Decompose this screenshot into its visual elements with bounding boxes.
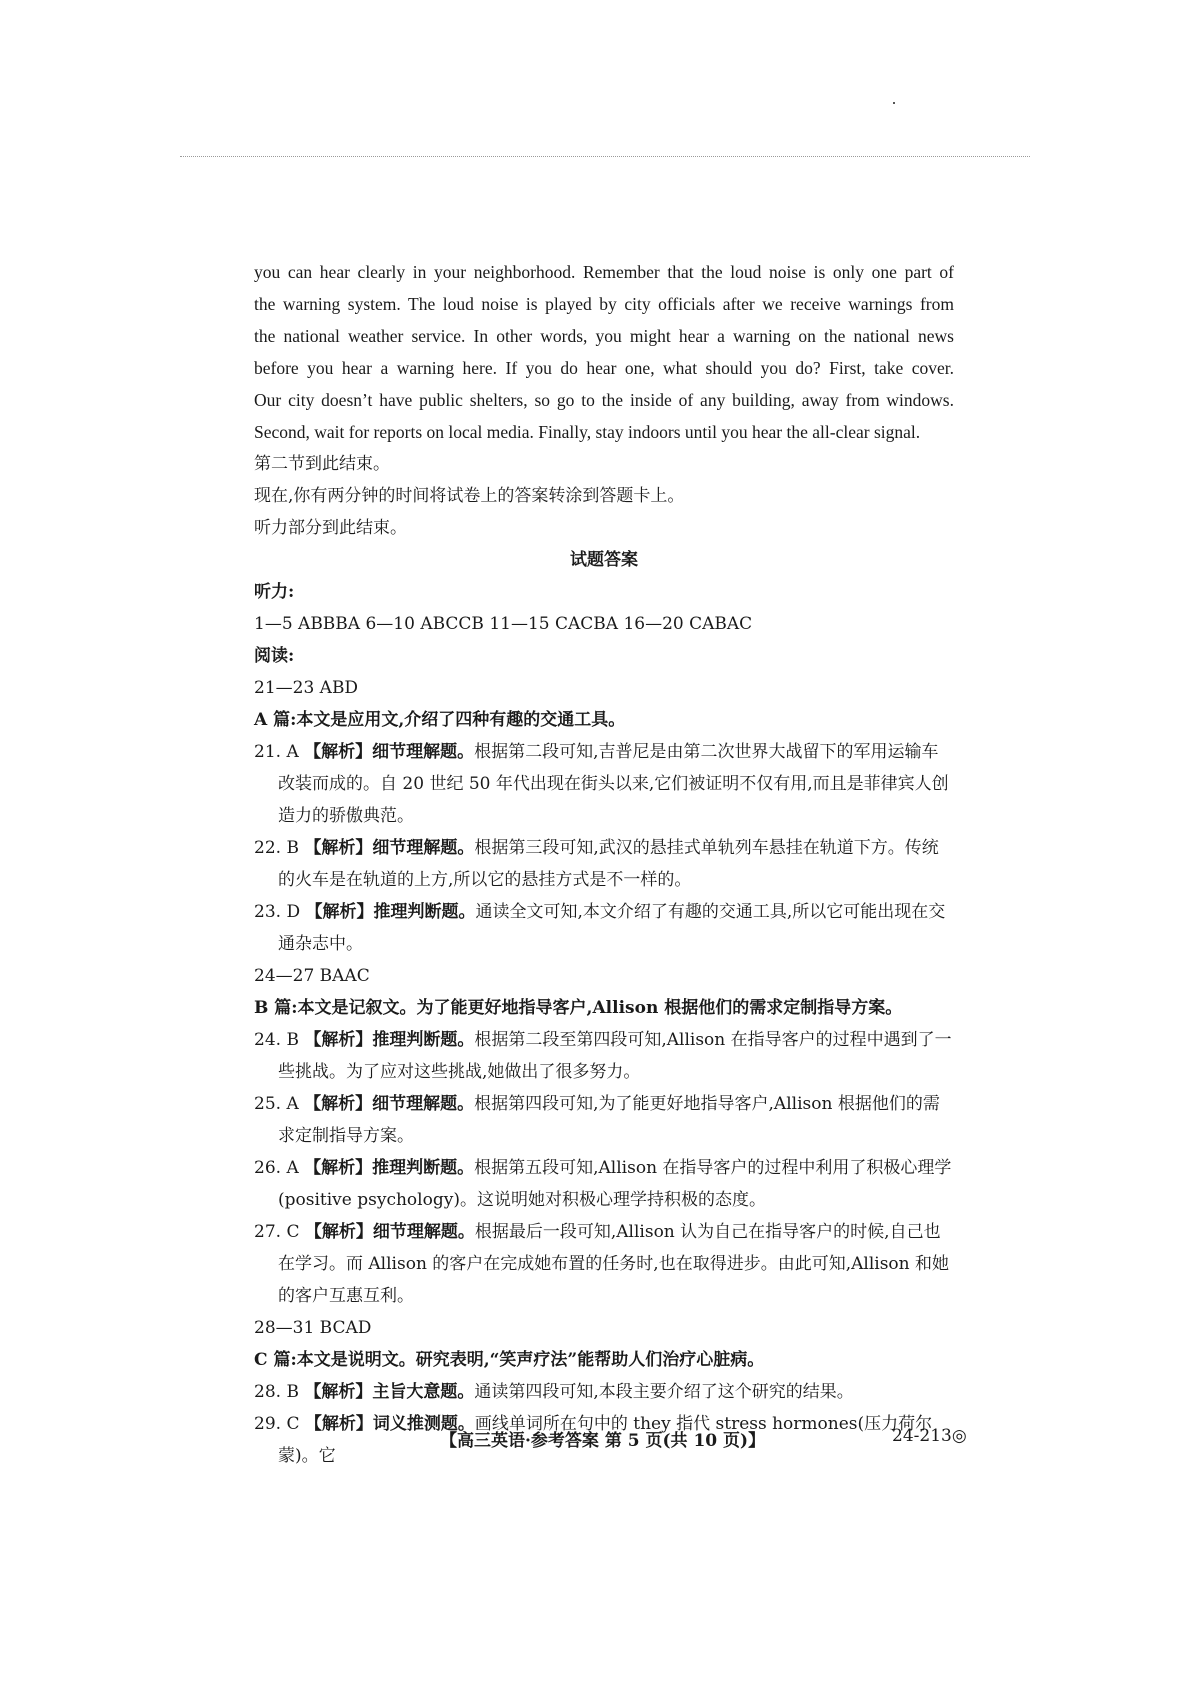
transcript-line: you can hear clearly in your neighborhood. Remember that the loud noise is only one part of	[254, 262, 954, 282]
explanation-text: 通读全文可知,本文介绍了有趣的交通工具,所以它可能出现在交通杂志中。	[278, 902, 946, 954]
question-type: 【解析】细节理解题。	[304, 1094, 475, 1114]
answer-explanation	[254, 1088, 954, 1152]
answer-range: 24—27 BAAC	[254, 966, 370, 986]
passage-a-answers	[254, 672, 954, 960]
transcript-line: Second, wait for reports on local media. Finally, stay indoors until you hear the all-clear signal.	[254, 422, 921, 442]
transcript-line: the national weather service. In other words, you might hear a warning on the national news	[254, 326, 954, 346]
reading-label: 阅读:	[254, 646, 295, 666]
explanation-text: 通读第四段可知,本段主要介绍了这个研究的结果。	[474, 1382, 854, 1402]
question-type: 【解析】推理判断题。	[305, 902, 476, 922]
explanation-text: 根据第五段可知,Allison 在指导客户的过程中利用了积极心理学(positive psychology)。这说明她对积极心理学持积极的态度。	[278, 1158, 952, 1210]
transcript-line: Our city doesn’t have public shelters, so go to the inside of any building, away from windows.	[254, 390, 954, 410]
answer-number: 26. A	[254, 1158, 299, 1178]
answer-number: 24. B	[254, 1030, 299, 1050]
question-type: 【解析】推理判断题。	[304, 1158, 475, 1178]
explanation-text: 画线单词所在句中的 they 指代 stress hormones(压力荷尔蒙)。它	[278, 1414, 933, 1466]
question-type: 【解析】推理判断题。	[304, 1030, 475, 1050]
answer-explanation	[254, 1376, 954, 1408]
listening-end-note: 听力部分到此结束。	[254, 518, 407, 538]
question-type: 【解析】细节理解题。	[304, 1222, 475, 1242]
answer-explanation	[254, 1216, 954, 1312]
explanation-text: 根据第二段可知,吉普尼是由第二次世界大战留下的军用运输车改装而成的。自 20 世纪 50 年代出现在街头以来,它们被证明不仅有用,而且是菲律宾人创造力的骄傲典范。	[278, 742, 949, 826]
explanation-text: 根据第四段可知,为了能更好地指导客户,Allison 根据他们的需求定制指导方案。	[278, 1094, 940, 1146]
header-rule	[180, 156, 1030, 157]
passage-summary: C 篇:本文是说明文。研究表明,“笑声疗法”能帮助人们治疗心脏病。	[254, 1350, 765, 1370]
transfer-note: 现在,你有两分钟的时间将试卷上的答案转涂到答题卡上。	[254, 486, 685, 506]
question-type: 【解析】细节理解题。	[304, 742, 475, 762]
page-content	[254, 256, 954, 1472]
answer-number: 21. A	[254, 742, 299, 762]
listening-label: 听力:	[254, 582, 295, 602]
scan-speck	[893, 102, 895, 104]
question-type: 【解析】细节理解题。	[304, 838, 475, 858]
answer-number: 25. A	[254, 1094, 299, 1114]
passage-summary: B 篇:本文是记叙文。为了能更好地指导客户,Allison 根据他们的需求定制指导方案。	[254, 998, 903, 1018]
listening-transcript	[254, 256, 954, 448]
answer-number: 27. C	[254, 1222, 300, 1242]
answer-range: 21—23 ABD	[254, 678, 359, 698]
answer-explanation	[254, 1024, 954, 1088]
answer-explanation	[254, 1152, 954, 1216]
answer-explanation	[254, 832, 954, 896]
listening-answers: 1—5 ABBBA 6—10 ABCCB 11—15 CACBA 16—20 CABAC	[254, 614, 753, 634]
answer-number: 28. B	[254, 1382, 299, 1402]
answers-heading: 试题答案	[570, 550, 638, 570]
answer-explanation	[254, 896, 954, 960]
answer-number: 22. B	[254, 838, 299, 858]
passage-b-answers	[254, 960, 954, 1312]
answer-explanation	[254, 736, 954, 832]
transcript-line: the warning system. The loud noise is played by city officials after we receive warnings from	[254, 294, 954, 314]
paper-code: 24-213◎	[892, 1426, 967, 1446]
answer-number: 23. D	[254, 902, 301, 922]
question-type: 【解析】词义推测题。	[304, 1414, 475, 1434]
answer-range: 28—31 BCAD	[254, 1318, 372, 1338]
question-type: 【解析】主旨大意题。	[304, 1382, 475, 1402]
section-end-note: 第二节到此结束。	[254, 454, 390, 474]
explanation-text: 根据最后一段可知,Allison 认为自己在指导客户的时候,自己也在学习。而 Allison 的客户在完成她布置的任务时,也在取得进步。由此可知,Allison 和她的客户互惠互利。	[278, 1222, 950, 1306]
passage-summary: A 篇:本文是应用文,介绍了四种有趣的交通工具。	[254, 710, 626, 730]
explanation-text: 根据第二段至第四段可知,Allison 在指导客户的过程中遇到了一些挑战。为了应对这些挑战,她做出了很多努力。	[278, 1030, 952, 1082]
transcript-line: before you hear a warning here. If you do hear one, what should you do? First, take cover.	[254, 358, 954, 378]
explanation-text: 根据第三段可知,武汉的悬挂式单轨列车悬挂在轨道下方。传统的火车是在轨道的上方,所以它的悬挂方式是不一样的。	[278, 838, 939, 890]
page-footer: 【高三英语·参考答案 第 5 页(共 10 页)】	[440, 1431, 766, 1451]
answer-number: 29. C	[254, 1414, 300, 1434]
